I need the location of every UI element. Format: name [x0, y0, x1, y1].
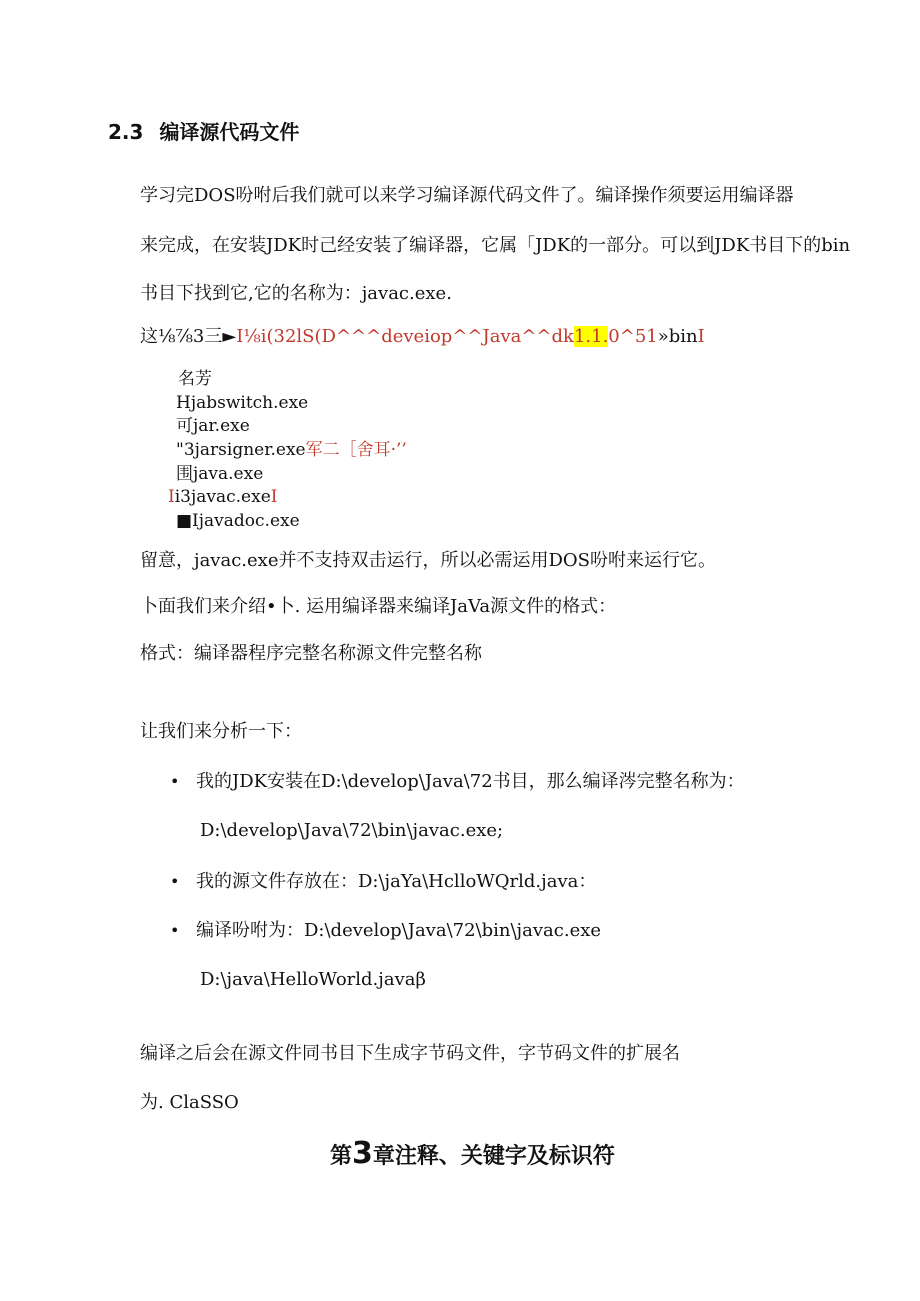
file-item: Hjabswitch.exe: [176, 393, 309, 413]
path-red-segment-2: 0^51: [608, 326, 658, 347]
section-heading: [108, 120, 299, 144]
analysis-line: 让我们来分析一下：: [140, 721, 302, 742]
intro-line-2: 来完成，在安装JDK时己经安装了编译器，它属「JDK的一部分。可以到JDK书目下的bin: [140, 235, 851, 256]
path-red-end: I: [697, 326, 705, 347]
file-marker: I: [168, 487, 175, 507]
file-item: 围java.exe: [176, 464, 264, 484]
path-prefix: 这⅛⅞3三►: [140, 326, 237, 347]
bullet-marker: •: [170, 921, 180, 940]
intro-line-3: 书目下找到它,它的名称为：javac.exe.: [140, 283, 452, 304]
file-item-selected: [168, 486, 277, 508]
chapter-heading: [330, 1138, 615, 1173]
file-list-header: 名芳: [178, 369, 212, 389]
bullet-item-3-sub: D:\java\HelloWorld.javaβ: [200, 969, 426, 990]
file-item: ■Ijavadoc.exe: [176, 511, 300, 531]
section-number: 2.3: [108, 120, 144, 144]
intro-line-1: 学习完DOS吩咐后我们就可以来学习编译源代码文件了。编译操作须要运用编译器: [140, 185, 794, 206]
chapter-title: 章注释、关键字及标识符: [372, 1144, 615, 1169]
file-name: "3jarsigner.exe: [176, 440, 306, 460]
file-item: 可jar.exe: [176, 416, 250, 436]
chapter-number: 3: [352, 1136, 373, 1171]
file-marker: I: [270, 487, 278, 507]
intro-format-paragraph: 卜面我们来介绍•卜. 运用编译器来编译JaVa源文件的格式：: [140, 596, 617, 617]
format-line: 格式：编译器程序完整名称源文件完整名称: [140, 643, 482, 664]
file-annotation: 军二［舍耳·’’: [305, 440, 407, 460]
bullet-item-1-sub: D:\develop\Java\72\bin\javac.exe;: [200, 820, 504, 841]
closing-line-2: 为. ClaSSO: [140, 1092, 239, 1113]
bullet-marker: •: [170, 772, 180, 791]
bullet-item-1: 我的JDK安装在D:\develop\Java\72书目，那么编译涔完整名称为：: [196, 771, 745, 792]
file-name: i3javac.exe: [174, 487, 271, 507]
path-bin: »bin: [657, 326, 698, 347]
path-screenshot-line: [140, 325, 705, 349]
path-highlight: 1.1.: [573, 326, 609, 347]
bullet-item-2: 我的源文件存放在：D:\jaYa\HclloWQrld.java：: [196, 871, 597, 892]
bullet-marker: •: [170, 872, 180, 891]
path-red-segment: I⅛i(32lS(D^^^deveiop^^Java^^dk: [236, 326, 574, 347]
bullet-item-3: 编译吩咐为：D:\develop\Java\72\bin\javac.exe: [196, 920, 602, 941]
file-item: [176, 439, 407, 461]
closing-line-1: 编译之后会在源文件同书目下生成字节码文件，字节码文件的扩展名: [140, 1043, 680, 1064]
note-paragraph: 留意，javac.exe并不支持双击运行，所以必需运用DOS吩咐来运行它。: [140, 550, 716, 571]
section-title: 编译源代码文件: [159, 120, 300, 144]
chapter-prefix: 第: [330, 1144, 353, 1169]
